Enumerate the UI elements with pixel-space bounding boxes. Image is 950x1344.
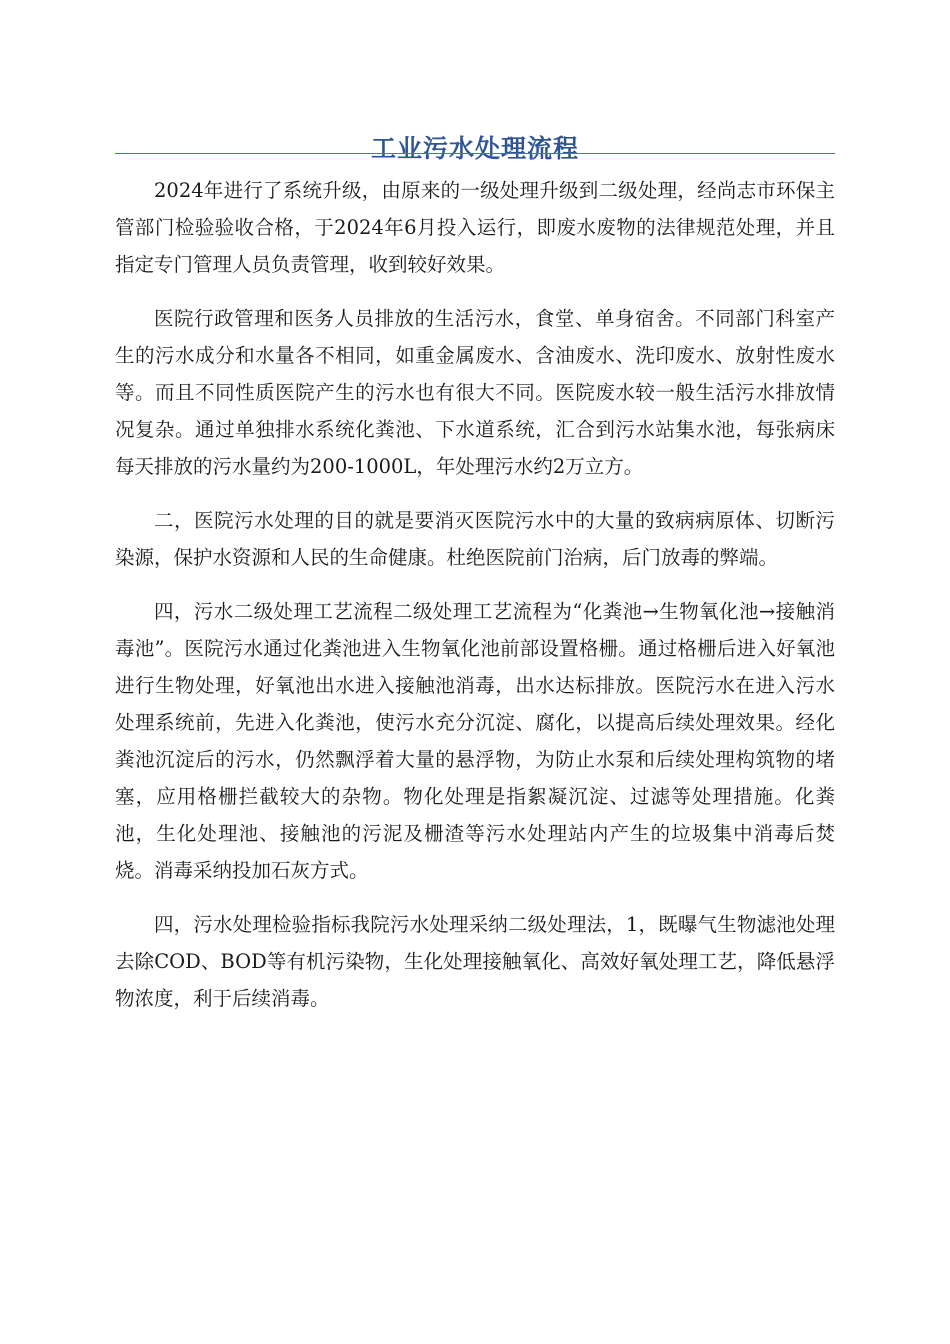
page-title: 工业污水处理流程 xyxy=(370,133,579,163)
paragraph-4: 四，污水二级处理工艺流程二级处理工艺流程为“化粪池→生物氧化池→接触消毒池”。医院污水通过化粪池进入生物氧化池前部设置格栅。通过格栅后进入好氧池进行生物处理，好氧池出水进入接触池消毒，出水达标排放。医院污水在进入污水处理系统前，先进入化粪池，使污水充分沉淀、腐化，以提高后续处理效果。经化粪池沉淀后的污水，仍然飘浮着大量的悬浮物，为防止水泵和后续处理构筑物的堵塞，应用格栅拦截较大的杂物。物化处理是指絮凝沉淀、过滤等处理措施。化粪池，生化处理池、接触池的污泥及栅渣等污水处理站内产生的垃圾集中消毒后焚烧。消毒采纳投加石灰方式。 xyxy=(115,600,835,882)
paragraph-2: 医院行政管理和医务人员排放的生活污水，食堂、单身宿舍。不同部门科室产生的污水成分和水量各不相同，如重金属废水、含油废水、洗印废水、放射性废水等。而且不同性质医院产生的污水也有很大不同。医院废水较一般生活污水排放情况复杂。通过单独排水系统化粪池、下水道系统，汇合到污水站集水池，每张病床每天排放的污水量约为200-1000L，年处理污水约2万立方。 xyxy=(115,307,835,478)
title-underline xyxy=(115,153,835,154)
paragraph-1: 2024年进行了系统升级，由原来的一级处理升级到二级处理，经尚志市环保主管部门检验验收合格，于2024年6月投入运行，即废水废物的法律规范处理，并且指定专门管理人员负责管理，收到较好效果。 xyxy=(115,179,835,276)
paragraph-5: 四，污水处理检验指标我院污水处理采纳二级处理法，1，既曝气生物滤池处理去除COD、BOD等有机污染物，生化处理接触氧化、高效好氧处理工艺，降低悬浮物浓度，利于后续消毒。 xyxy=(115,913,835,1010)
paragraph-3: 二，医院污水处理的目的就是要消灭医院污水中的大量的致病病原体、切断污染源，保护水资源和人民的生命健康。杜绝医院前门治病，后门放毒的弊端。 xyxy=(115,509,835,569)
document-body xyxy=(115,172,835,1034)
